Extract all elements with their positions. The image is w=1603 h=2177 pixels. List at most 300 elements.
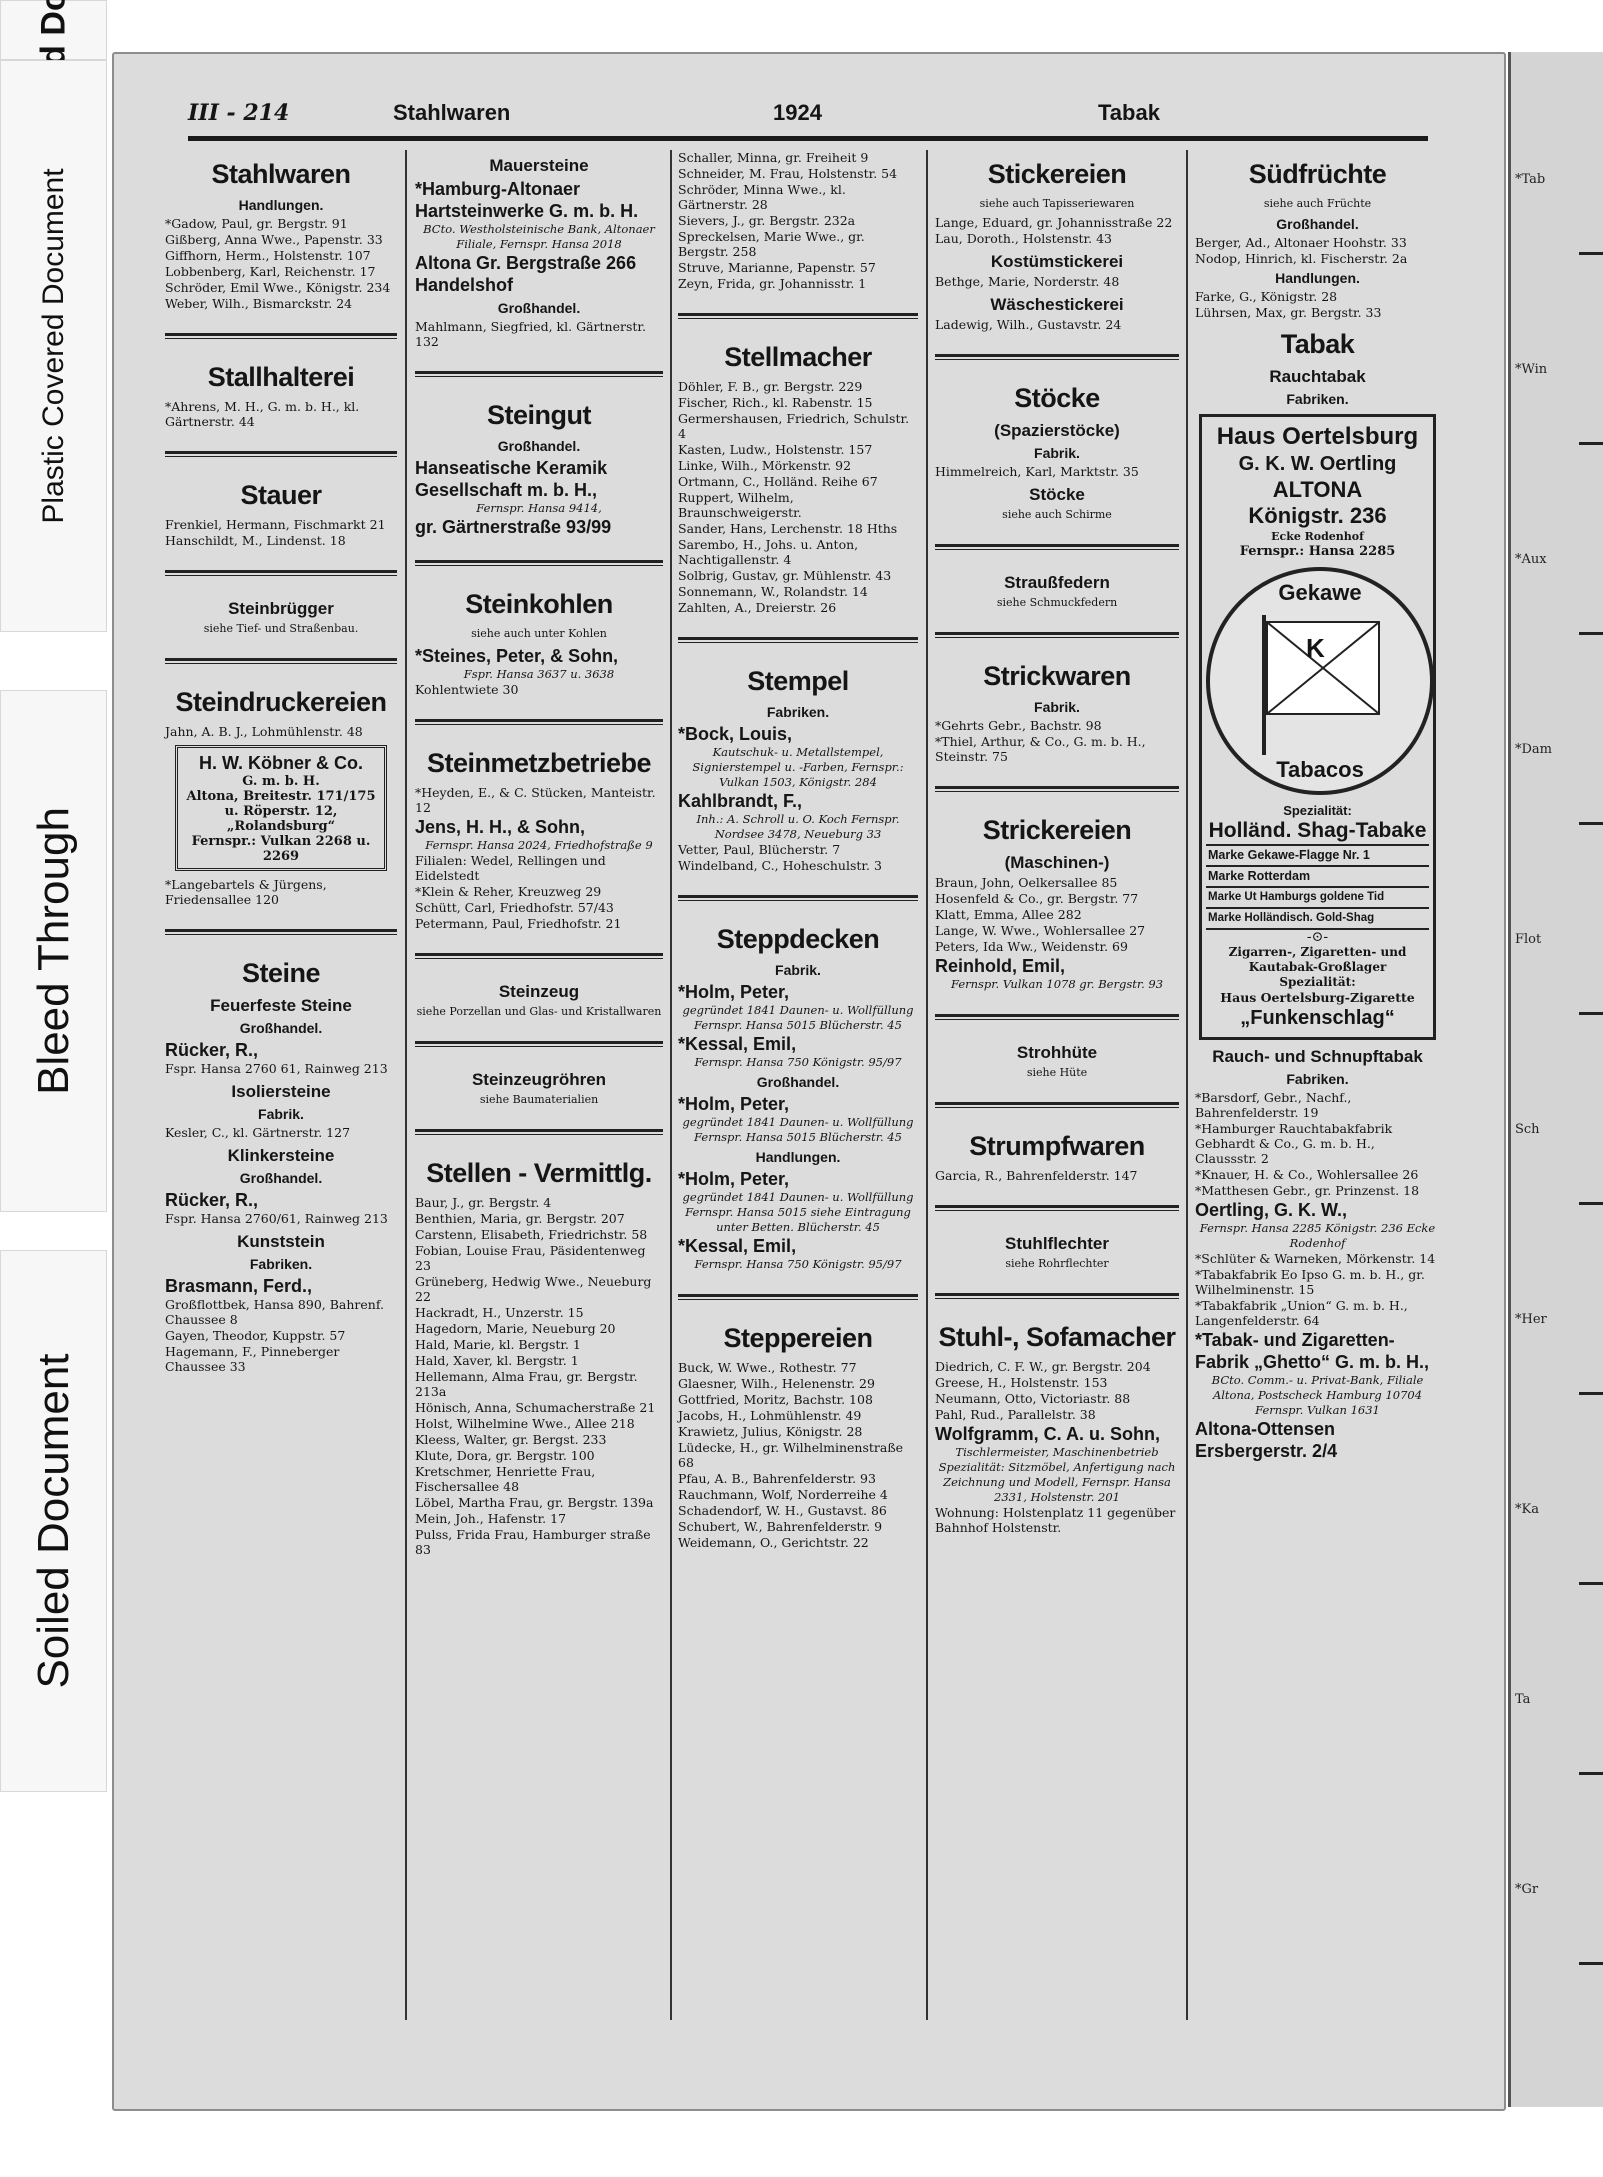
cross-reference: siehe auch Früchte <box>1263 197 1372 210</box>
listing-detail: Fspr. Hansa 3637 u. 3638 <box>463 667 615 681</box>
section-heading: Steppdecken <box>716 924 880 954</box>
listing-entry: *Matthesen Gebr., gr. Prinzenst. 18 <box>1195 1183 1420 1198</box>
listing-entry: Mein, Joh., Hafenstr. 17 <box>415 1511 567 1526</box>
section-heading: Steine <box>241 958 321 988</box>
listing-entry: *Klein & Reher, Kreuzweg 29 <box>415 884 602 899</box>
section-heading: Stellen - Vermittlg. <box>426 1158 652 1188</box>
gekawe-flag-logo <box>1206 567 1434 795</box>
subsection-heading: Fabriken. <box>1286 391 1349 407</box>
next-page-fragment: Ta <box>1515 1692 1531 1707</box>
section-rule <box>935 354 1179 360</box>
subsection-heading: Fabriken. <box>1286 1071 1349 1087</box>
next-page-fragment: *Gr <box>1515 1882 1539 1897</box>
next-page-rule <box>1579 442 1603 445</box>
subsection-heading: Großhandel. <box>239 1170 323 1186</box>
column-divider <box>926 150 928 2020</box>
ad-funkenschlag: „Funkenschlag“ <box>1240 1007 1395 1029</box>
label-bleed-text: Bleed Through <box>28 807 78 1095</box>
listing-entry: Jahn, A. B. J., Lohmühlenstr. 48 <box>165 724 363 739</box>
section-rule <box>678 1294 918 1300</box>
listing-entry: Hagedorn, Marie, Neueburg 20 <box>415 1321 616 1336</box>
cross-reference: siehe auch unter Kohlen <box>471 627 607 640</box>
listing-entry: Holst, Wilhelmine Wwe., Allee 218 <box>415 1416 635 1431</box>
subsection-heading: Stöcke <box>1029 485 1085 504</box>
listing-entry: Großflottbek, Hansa 890, Bahrenf. Chaussee 8 <box>165 1297 384 1327</box>
subsection-heading: Kunststein <box>237 1232 325 1251</box>
header-rule <box>188 136 1428 141</box>
listing-entry: *Gadow, Paul, gr. Bergstr. 91 <box>165 216 348 231</box>
header-year: 1924 <box>773 100 822 125</box>
ad-line: Fernspr.: Vulkan 2268 u. 2269 <box>191 834 371 864</box>
section-rule <box>935 1205 1179 1211</box>
subsection-heading: Steinbrügger <box>228 599 334 618</box>
ad-spec2: Spezialität: <box>1279 975 1356 989</box>
listing-entry: Berger, Ad., Altonaer Hoohstr. 33 <box>1195 235 1407 250</box>
subsection-heading: Mauersteine <box>489 156 589 175</box>
section-rule <box>415 371 663 377</box>
listing-entry: Windelband, C., Hoheschulstr. 3 <box>678 858 882 873</box>
listing-entry: *Heyden, E., & C. Stücken, Manteistr. 12 <box>415 785 656 815</box>
ad-street: Königstr. 236 <box>1248 503 1387 528</box>
cross-reference: siehe Hüte <box>1026 1066 1088 1079</box>
listing-entry: Gottfried, Moritz, Bachstr. 108 <box>678 1392 873 1407</box>
next-page-rule <box>1579 822 1603 825</box>
subsection-heading: Großhandel. <box>756 1074 840 1090</box>
listing-entry: Hanschildt, M., Lindenst. 18 <box>165 533 346 548</box>
ad-line: „Rolandsburg“ <box>226 819 336 834</box>
listing-entry: Schröder, Emil Wwe., Königstr. 234 <box>165 280 391 295</box>
next-page-rule <box>1579 252 1603 255</box>
listing-entry: Ladewig, Wilh., Gustavstr. 24 <box>935 317 1122 332</box>
listing-entry: Kasten, Ludw., Holstenstr. 157 <box>678 442 873 457</box>
listing-entry: Zeyn, Frida, gr. Johannisstr. 1 <box>678 276 867 291</box>
listing-entry: Fspr. Hansa 2760 61, Rainweg 213 <box>165 1061 388 1076</box>
next-page-rule <box>1579 632 1603 635</box>
listing-entry: Lange, W. Wwe., Wohlersallee 27 <box>935 923 1146 938</box>
section-heading: Stickereien <box>987 159 1127 189</box>
section-rule <box>935 1102 1179 1108</box>
column-divider <box>1186 150 1188 2020</box>
ad-title: Haus Oertelsburg <box>1216 423 1419 450</box>
section-heading: Steinmetzbetriebe <box>426 748 652 778</box>
subsection-heading: Steinzeugröhren <box>471 1070 607 1089</box>
listing-entry: Gayen, Theodor, Kuppstr. 57 <box>165 1328 346 1343</box>
logo-k-letter: K <box>1306 633 1325 663</box>
section-rule <box>935 786 1179 792</box>
listing-entry: Neumann, Otto, Victoriastr. 88 <box>935 1391 1131 1406</box>
listing-entry: *Gehrts Gebr., Bachstr. 98 <box>935 718 1102 733</box>
subsection-heading: (Maschinen-) <box>1004 853 1110 872</box>
next-page-fragment: *Win <box>1515 362 1548 377</box>
section-rule <box>935 1293 1179 1299</box>
section-rule <box>415 1129 663 1135</box>
cross-reference: siehe Tief- und Straßenbau. <box>203 622 359 635</box>
section-heading: Steindruckereien <box>175 687 387 717</box>
listing-entry: Carstenn, Elisabeth, Friedrichstr. 58 <box>415 1227 648 1242</box>
listing-entry: Hackradt, H., Unzerstr. 15 <box>415 1305 584 1320</box>
listing-entry: Garcia, R., Bahrenfelderstr. 147 <box>935 1168 1138 1183</box>
listing-firm-name: *Holm, Peter, <box>678 1094 790 1114</box>
listing-entry: Jacobs, H., Lohmühlenstr. 49 <box>678 1408 862 1423</box>
column-4 <box>935 150 1179 2030</box>
listing-firm-name: Brasmann, Ferd., <box>165 1276 313 1296</box>
listing-detail: Fernspr. Hansa 750 Königstr. 95/97 <box>694 1257 902 1271</box>
cross-reference: siehe Rohrflechter <box>1005 1257 1109 1270</box>
section-heading: Stahlwaren <box>211 159 351 189</box>
listing-firm-name: *Hamburg-Altonaer Hartsteinwerke G. m. b. H. <box>415 179 639 221</box>
listing-entry: Braun, John, Oelkersallee 85 <box>935 875 1118 890</box>
listing-detail: Fernspr. Hansa 750 Königstr. 95/97 <box>694 1055 902 1069</box>
label-strip <box>0 0 105 2177</box>
listing-detail: Fernspr. Vulkan 1078 gr. Bergstr. 93 <box>950 977 1164 991</box>
listing-entry: Fobian, Louise Frau, Päsidentenweg 23 <box>415 1243 646 1273</box>
listing-entry: Döhler, F. B., gr. Bergstr. 229 <box>678 379 863 394</box>
ad-brand-3: Marke Ut Hamburgs goldene Tid <box>1206 888 1429 909</box>
listing-entry: Frenkiel, Hermann, Fischmarkt 21 <box>165 517 386 532</box>
ad-zigarren: Zigarren-, Zigaretten- und Kautabak-Großlager <box>1228 945 1407 974</box>
listing-entry: Lau, Doroth., Holstenstr. 43 <box>935 231 1112 246</box>
label-bleed <box>0 690 107 1212</box>
listing-detail: Inh.: A. Schroll u. O. Koch Fernspr. Nordsee 3478, Neueburg 33 <box>696 812 900 841</box>
listing-entry: Klute, Dora, gr. Bergstr. 100 <box>415 1448 595 1463</box>
section-rule <box>935 632 1179 638</box>
listing-entry: Hagemann, F., Pinneberger Chaussee 33 <box>165 1344 340 1374</box>
subsection-heading: Handlungen. <box>755 1149 841 1165</box>
listing-entry: Löbel, Martha Frau, gr. Bergstr. 139a <box>415 1495 654 1510</box>
listing-detail: Tischlermeister, Maschinenbetrieb Spezialität: Sitzmöbel, Anfertigung nach Zeichnung und Modell, Fernspr. Hansa 2331, Holstenstr. 201 <box>938 1445 1176 1504</box>
listing-firm-name: Jens, H. H., & Sohn, <box>415 817 586 837</box>
section-rule <box>415 1041 663 1047</box>
section-heading: Stempel <box>747 666 849 696</box>
listing-entry: Hönisch, Anna, Schumacherstraße 21 <box>415 1400 656 1415</box>
listing-entry: Zahlten, A., Dreierstr. 26 <box>678 600 837 615</box>
listing-firm-name: Altona-Ottensen Ersbergerstr. 2/4 <box>1195 1419 1338 1461</box>
listing-firm-name: *Holm, Peter, <box>678 1169 790 1189</box>
section-heading: Strickwaren <box>983 661 1131 691</box>
listing-entry: Grüneberg, Hedwig Wwe., Neueburg 22 <box>415 1274 652 1304</box>
next-page-edge <box>1508 52 1603 2107</box>
label-repaired <box>0 0 107 60</box>
ad-brand-4: Marke Holländisch. Gold-Shag <box>1206 909 1429 930</box>
listing-entry: Schubert, W., Bahrenfelderstr. 9 <box>678 1519 883 1534</box>
ad-brand-1: Marke Gekawe-Flagge Nr. 1 <box>1206 844 1429 867</box>
cross-reference: siehe auch Tapisseriewaren <box>979 197 1135 210</box>
listing-detail: Fernspr. Hansa 9414, <box>476 501 602 515</box>
listing-entry: Mahlmann, Siegfried, kl. Gärtnerstr. 132 <box>415 319 646 349</box>
listing-entry: Pahl, Rud., Parallelstr. 38 <box>935 1407 1096 1422</box>
subsection-heading: Fabrik. <box>258 1106 304 1122</box>
listing-detail: Fernspr. Hansa 2024, Friedhofstraße 9 <box>425 838 653 852</box>
section-heading: Strickereien <box>982 815 1132 845</box>
listing-entry: Hosenfeld & Co., gr. Bergstr. 77 <box>935 891 1139 906</box>
listing-firm-name: Wolfgramm, C. A. u. Sohn, <box>935 1424 1160 1444</box>
listing-entry: Linke, Wilh., Mörkenstr. 92 <box>678 458 852 473</box>
listing-firm-name: *Bock, Louis, <box>678 724 793 744</box>
listing-entry: *Barsdorf, Gebr., Nachf., Bahrenfelderstr. 19 <box>1195 1090 1352 1120</box>
listing-entry: *Thiel, Arthur, & Co., G. m. b. H., Steinstr. 75 <box>935 734 1146 764</box>
column-2 <box>415 150 663 2030</box>
section-rule <box>678 313 918 319</box>
listing-entry: *Knauer, H. & Co., Wohlersallee 26 <box>1195 1167 1419 1182</box>
listing-entry: Peters, Ida Ww., Weidenstr. 69 <box>935 939 1128 954</box>
label-plastic-text: Plastic Covered Document <box>36 168 70 524</box>
listing-entry: Fspr. Hansa 2760/61, Rainweg 213 <box>165 1211 388 1226</box>
listing-firm-name: Kahlbrandt, F., <box>678 791 803 811</box>
listing-entry: Ortmann, C., Holländ. Reihe 67 <box>678 474 878 489</box>
listing-entry: Vetter, Paul, Blücherstr. 7 <box>678 842 841 857</box>
listing-entry: Sonnemann, W., Rolandstr. 14 <box>678 584 868 599</box>
header-right-title: Tabak <box>1098 100 1160 125</box>
next-page-rule <box>1579 1962 1603 1965</box>
cross-reference: siehe Porzellan und Glas- und Kristallwaren <box>416 1005 662 1018</box>
listing-entry: Pfau, A. B., Bahrenfelderstr. 93 <box>678 1471 876 1486</box>
column-divider <box>670 150 672 2020</box>
page-header <box>188 100 1428 130</box>
listing-entry: Baur, J., gr. Bergstr. 4 <box>415 1195 552 1210</box>
listing-entry: Krawietz, Julius, Königstr. 28 <box>678 1424 863 1439</box>
listing-entry: Schadendorf, W. H., Gustavst. 86 <box>678 1503 887 1518</box>
listing-firm-name: *Kessal, Emil, <box>678 1236 797 1256</box>
listing-entry: Sarembo, H., Johs. u. Anton, Nachtigallenstr. 4 <box>678 537 859 567</box>
listing-entry: *Hamburger Rauchtabakfabrik Gebhardt & Co., G. m. b. H., Claussstr. 2 <box>1195 1121 1393 1166</box>
page-number: III - 214 <box>188 100 290 126</box>
subsection-heading: Rauch- und Schnupftabak <box>1212 1047 1423 1066</box>
subsection-heading: Großhandel. <box>497 438 581 454</box>
column-1 <box>165 150 397 2030</box>
ad-line: u. Röperstr. 12, <box>224 804 338 819</box>
listing-entry: Weber, Wilh., Bismarckstr. 24 <box>165 296 353 311</box>
listing-entry: Himmelreich, Karl, Marktstr. 35 <box>935 464 1139 479</box>
listing-entry: Filialen: Wedel, Rellingen und Eidelstedt <box>415 853 606 883</box>
ad-shag: Holländ. Shag-Tabake <box>1208 819 1427 842</box>
section-rule <box>678 637 918 643</box>
listing-firm-name: Rücker, R., <box>165 1040 259 1060</box>
section-rule <box>165 570 397 576</box>
listing-entry: Pulss, Frida Frau, Hamburger straße 83 <box>415 1527 651 1557</box>
listing-detail: Fernspr. Hansa 2285 Königstr. 236 Ecke Rodenhof <box>1199 1221 1436 1250</box>
column-5-bottom <box>1195 1046 1440 1462</box>
listing-detail: gegründet 1841 Daunen- u. Wollfüllung Fernspr. Hansa 5015 Blücherstr. 45 <box>682 1003 914 1032</box>
next-page-fragment: *Ka <box>1515 1502 1539 1517</box>
section-heading: Strumpfwaren <box>969 1131 1145 1161</box>
subsection-heading: Fabriken. <box>249 1256 313 1272</box>
listing-entry: Nodop, Hinrich, kl. Fischerstr. 2a <box>1195 251 1408 266</box>
listing-entry: Schütt, Carl, Friedhofstr. 57/43 <box>415 900 614 915</box>
next-page-rule <box>1579 1772 1603 1775</box>
listing-firm-name: *Kessal, Emil, <box>678 1034 797 1054</box>
listing-entry: Hellemann, Alma Frau, gr. Bergstr. 213a <box>415 1369 638 1399</box>
listing-entry: Rauchmann, Wolf, Norderreihe 4 <box>678 1487 888 1502</box>
subsection-heading: Fabrik. <box>775 962 821 978</box>
section-rule <box>935 1014 1179 1020</box>
section-rule <box>165 451 397 457</box>
listing-entry: Klatt, Emma, Allee 282 <box>935 907 1082 922</box>
section-heading: Stallhalterei <box>207 362 355 392</box>
listing-entry: Giffhorn, Herm., Holstenstr. 107 <box>165 248 371 263</box>
section-rule <box>678 895 918 901</box>
listing-entry: Kretschmer, Henriette Frau, Fischersallee 48 <box>415 1464 596 1494</box>
listing-entry: *Langebartels & Jürgens, Friedensallee 120 <box>165 877 327 907</box>
label-soiled <box>0 1250 107 1792</box>
ad-line: G. m. b. H. <box>242 774 320 789</box>
ad-line: Altona, Breitestr. 171/175 <box>186 789 376 804</box>
listing-detail: BCto. Comm.- u. Privat-Bank, Filiale Altona, Postscheck Hamburg 10704 Fernspr. Vulkan 1631 <box>1211 1373 1424 1417</box>
listing-entry: *Schlüter & Warneken, Mörkenstr. 14 <box>1195 1251 1436 1266</box>
listing-entry: Lobbenberg, Karl, Reichenstr. 17 <box>165 264 376 279</box>
next-page-fragment: *Aux <box>1515 552 1547 567</box>
oertling-advertisement <box>1199 414 1436 1040</box>
listing-firm-name: Oertling, G. K. W., <box>1195 1200 1348 1220</box>
subsection-heading: Rauchtabak <box>1269 367 1366 386</box>
ad-zigarette: Haus Oertelsburg-Zigarette <box>1220 990 1415 1005</box>
listing-entry: Fischer, Rich., kl. Rabenstr. 15 <box>678 395 873 410</box>
subsection-heading: Steinzeug <box>498 982 580 1001</box>
section-rule <box>165 658 397 664</box>
subsection-heading: Handlungen. <box>1275 270 1360 286</box>
ad-spec-label: Spezialität: <box>1283 803 1352 818</box>
listing-firm-name: *Steines, Peter, & Sohn, <box>415 646 619 666</box>
next-page-fragment: *Tab <box>1515 172 1546 187</box>
subsection-heading: Isoliersteine <box>231 1082 331 1101</box>
subsection-heading: (Spazierstöcke) <box>994 421 1120 440</box>
section-heading: Steppereien <box>723 1323 873 1353</box>
listing-entry: Kesler, C., kl. Gärtnerstr. 127 <box>165 1125 351 1140</box>
section-rule <box>935 544 1179 550</box>
subsection-heading: Handlungen. <box>238 197 324 213</box>
column-3 <box>678 150 918 2030</box>
section-rule <box>415 953 663 959</box>
label-plastic <box>0 60 107 632</box>
listing-entry: *Ahrens, M. H., G. m. b. H., kl. Gärtnerstr. 44 <box>165 399 360 429</box>
logo-bottom-text: Tabacos <box>1276 757 1364 782</box>
listing-entry: Spreckelsen, Marie Wwe., gr. Bergstr. 258 <box>678 229 865 259</box>
listing-firm-name: H. W. Köbner & Co. <box>199 753 363 773</box>
ad-phone: Fernspr.: Hansa 2285 <box>1239 544 1396 559</box>
subsection-heading: Strohhüte <box>1016 1043 1098 1062</box>
subsection-heading: Großhandel. <box>239 1020 323 1036</box>
listing-detail: gegründet 1841 Daunen- u. Wollfüllung Fernspr. Hansa 5015 Blücherstr. 45 <box>682 1115 914 1144</box>
subsection-heading: Feuerfeste Steine <box>210 996 352 1015</box>
listing-entry: Schneider, M. Frau, Holstenstr. 54 <box>678 166 898 181</box>
listing-entry: Diedrich, C. F. W., gr. Bergstr. 204 <box>935 1359 1151 1374</box>
section-rule <box>165 929 397 935</box>
cross-reference: siehe auch Schirme <box>1002 508 1112 521</box>
subsection-heading: Großhandel. <box>497 300 581 316</box>
subsection-heading: Kostümstickerei <box>990 252 1124 271</box>
subsection-heading: Fabrik. <box>1034 445 1080 461</box>
subsection-heading: Stuhlflechter <box>1005 1234 1109 1253</box>
ad-corner: Ecke Rodenhof <box>1271 530 1364 543</box>
listing-entry: Solbrig, Gustav, gr. Mühlenstr. 43 <box>678 568 892 583</box>
listing-entry: Buck, W. Wwe., Rothestr. 77 <box>678 1360 857 1375</box>
listing-firm-name: Altona Gr. Bergstraße 266 Handelshof <box>415 253 637 295</box>
listing-firm-name: Rücker, R., <box>165 1190 259 1210</box>
logo-top-text: Gekawe <box>1278 580 1362 605</box>
listing-entry: Benthien, Maria, gr. Bergstr. 207 <box>415 1211 625 1226</box>
listing-entry: Struve, Marianne, Papenstr. 57 <box>678 260 876 275</box>
listing-entry: Weidemann, O., Gerichtstr. 22 <box>678 1535 869 1550</box>
column-5-top <box>1195 158 1440 408</box>
section-heading: Südfrüchte <box>1248 159 1387 189</box>
section-heading: Stöcke <box>1014 383 1100 413</box>
listing-entry: Lüdecke, H., gr. Wilhelminenstraße 68 <box>678 1440 904 1470</box>
subsection-heading: Fabrik. <box>1034 699 1080 715</box>
subsection-heading: Klinkersteine <box>227 1146 335 1165</box>
subsection-heading: Wäschestickerei <box>990 295 1124 314</box>
listing-detail: Kautschuk- u. Metallstempel, Signierstempel u. -Farben, Fernspr.: Vulkan 1503, Königstr. 284 <box>692 745 904 789</box>
section-heading: Stellmacher <box>724 342 872 372</box>
label-soiled-text: Soiled Document <box>28 1353 78 1689</box>
listing-entry: Greese, H., Holstenstr. 153 <box>935 1375 1108 1390</box>
section-heading: Tabak <box>1280 329 1355 359</box>
listing-entry: Farke, G., Königstr. 28 <box>1195 289 1338 304</box>
listing-entry: Schaller, Minna, gr. Freiheit 9 <box>678 150 869 165</box>
next-page-rule <box>1579 1202 1603 1205</box>
section-heading: Stuhl-, Sofamacher <box>938 1322 1176 1352</box>
listing-entry: Germershausen, Friedrich, Schulstr. 4 <box>678 411 910 441</box>
section-heading: Steingut <box>487 400 591 430</box>
ad-city: ALTONA <box>1272 477 1363 502</box>
listing-entry: Schröder, Minna Wwe., kl. Gärtnerstr. 28 <box>678 182 846 212</box>
listing-firm-name: *Tabak- und Zigaretten-Fabrik „Ghetto“ G. m. b. H., <box>1195 1330 1430 1372</box>
section-rule <box>415 560 663 566</box>
listing-entry: Lange, Eduard, gr. Johannisstraße 22 <box>935 215 1173 230</box>
section-heading: Steinkohlen <box>465 589 613 619</box>
subsection-heading: Straußfedern <box>1004 573 1110 592</box>
listing-entry: Sander, Hans, Lerchenstr. 18 Hths <box>678 521 898 536</box>
next-page-fragment: Sch <box>1515 1122 1540 1137</box>
listing-entry: Glaesner, Wilh., Helenenstr. 29 <box>678 1376 875 1391</box>
column-5 <box>1195 150 1440 2030</box>
next-page-fragment: Flot <box>1515 932 1542 947</box>
listing-entry: Lührsen, Max, gr. Bergstr. 33 <box>1195 305 1382 320</box>
listing-entry: Hald, Marie, kl. Bergstr. 1 <box>415 1337 581 1352</box>
listing-entry: *Tabakfabrik Eo Ipso G. m. b. H., gr. Wilhelminenstr. 15 <box>1195 1267 1425 1297</box>
next-page-rule <box>1579 1582 1603 1585</box>
header-left-title: Stahlwaren <box>393 100 511 125</box>
listing-detail: gegründet 1841 Daunen- u. Wollfüllung Fernspr. Hansa 5015 siehe Eintragung unter Betten. Blücherstr. 45 <box>682 1190 914 1234</box>
section-rule <box>165 333 397 339</box>
ad-brand-2: Marke Rotterdam <box>1206 867 1429 888</box>
listing-entry: Bethge, Marie, Norderstr. 48 <box>935 274 1120 289</box>
next-page-rule <box>1579 1392 1603 1395</box>
listing-entry: *Tabakfabrik „Union“ G. m. b. H., Langenfelderstr. 64 <box>1195 1298 1408 1328</box>
listing-detail: BCto. Westholsteinische Bank, Altonaer Filiale, Fernspr. Hansa 2018 <box>423 222 655 251</box>
cross-reference: siehe Baumaterialien <box>479 1093 599 1106</box>
listing-entry: Kohlentwiete 30 <box>415 682 519 697</box>
next-page-fragment: *Dam <box>1515 742 1553 757</box>
next-page-fragment: *Her <box>1515 1312 1547 1327</box>
listing-entry: Hald, Xaver, kl. Bergstr. 1 <box>415 1353 579 1368</box>
section-heading: Stauer <box>240 480 322 510</box>
subsection-heading: Fabriken. <box>766 704 830 720</box>
subsection-heading: Großhandel. <box>1276 216 1359 232</box>
listing-entry: Wohnung: Holstenplatz 11 gegenüber Bahnhof Holstenstr. <box>935 1505 1176 1535</box>
listing-entry: Petermann, Paul, Friedhofstr. 21 <box>415 916 622 931</box>
listing-firm-name: gr. Gärtnerstraße 93/99 <box>415 517 612 537</box>
ad-firm: G. K. W. Oertling <box>1238 453 1397 475</box>
listing-firm-name: Hanseatische Keramik Gesellschaft m. b. H., <box>415 458 608 500</box>
listing-firm-name: *Holm, Peter, <box>678 982 790 1002</box>
column-divider <box>405 150 407 2020</box>
ad-ornament: -⊙- <box>1306 929 1329 945</box>
listing-entry: Ruppert, Wilhelm, Braunschweigerstr. <box>678 490 802 520</box>
koebner-advertisement <box>175 745 387 871</box>
listing-entry: Sievers, J., gr. Bergstr. 232a <box>678 213 856 228</box>
listing-firm-name: Reinhold, Emil, <box>935 956 1066 976</box>
listing-entry: Gißberg, Anna Wwe., Papenstr. 33 <box>165 232 383 247</box>
section-rule <box>415 719 663 725</box>
